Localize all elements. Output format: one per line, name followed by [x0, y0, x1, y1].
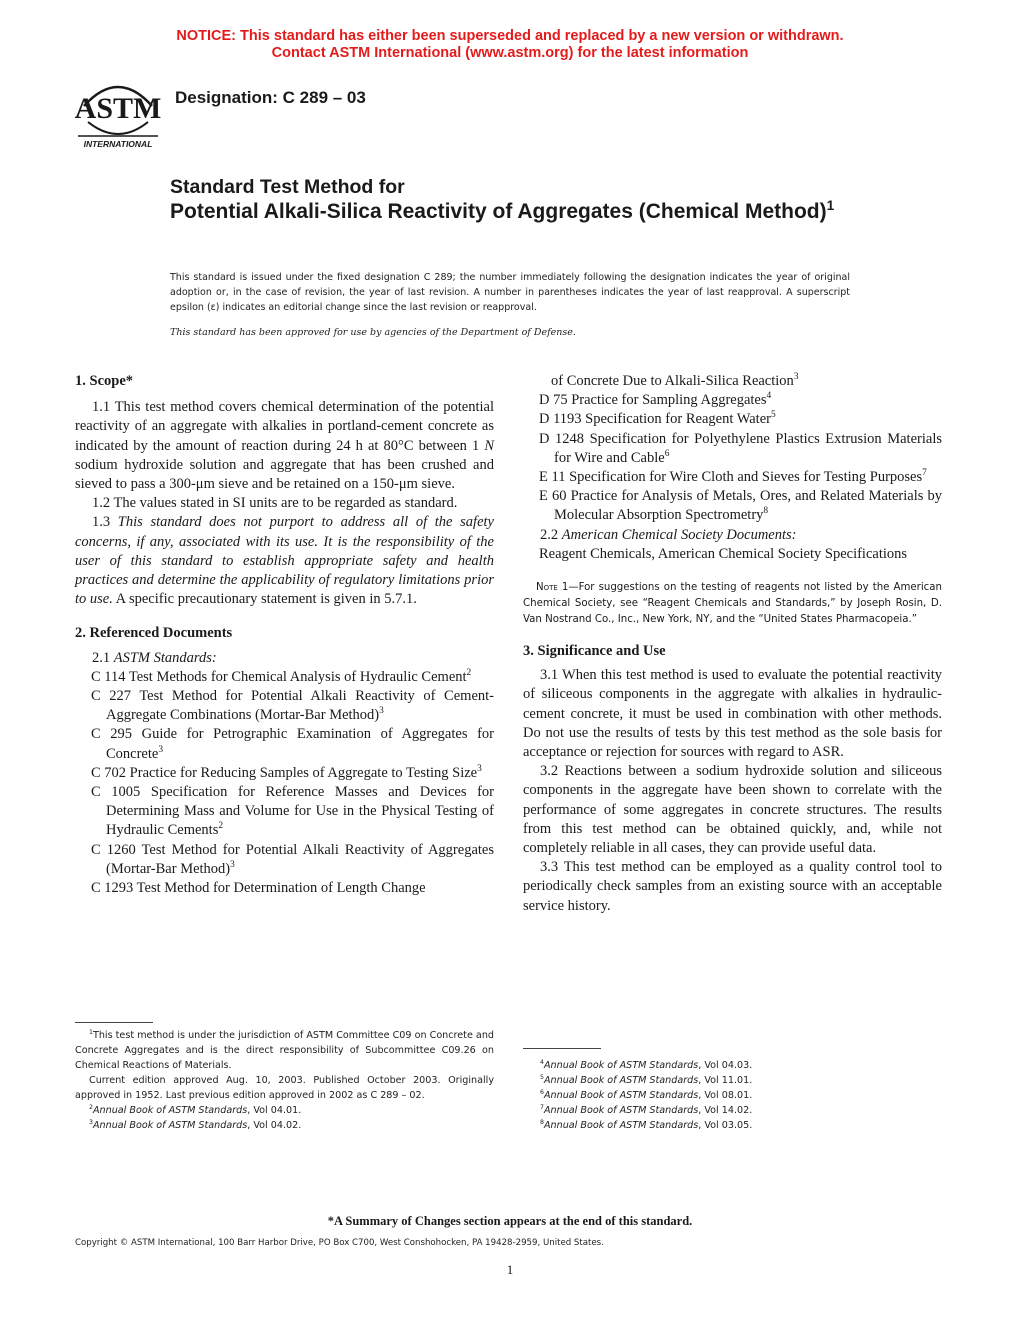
- astm-international-logo: [74, 76, 162, 154]
- footnote-ref-3: 3: [158, 744, 164, 755]
- ref-e60-text: E 60 Practice for Analysis of Metals, Ores, and Related Materials by Molecular Absorption Spectrometry: [539, 488, 942, 524]
- footnote-4-vol: , Vol 04.03.: [698, 1060, 753, 1071]
- footnote-5-vol: , Vol 11.01.: [698, 1075, 753, 1086]
- ref-d75: [539, 391, 942, 410]
- footnote-8-vol: , Vol 03.05.: [698, 1120, 753, 1131]
- footnote-2: [75, 1103, 494, 1118]
- footnote-ref-6: 6: [664, 448, 670, 459]
- sub-2-1-num: 2.1: [92, 649, 111, 666]
- ref-c114: [91, 668, 494, 687]
- copyright-line: Copyright © ASTM International, 100 Barr Harbor Drive, PO Box C700, West Conshohocken, PA 19428-2959, United States.: [75, 1238, 604, 1248]
- ref-c1293: [91, 879, 494, 898]
- footnote-8: [540, 1118, 840, 1133]
- footnote-ref-2: 2: [466, 668, 472, 679]
- footnote-1: [75, 1028, 494, 1073]
- astm-standards-subheading: [75, 649, 494, 668]
- footnote-1-edition: Current edition approved Aug. 10, 2003. Published October 2003. Originally approved in 1952. Last previous edition approved in 2002 as C 289 – 02.: [75, 1075, 494, 1101]
- footnote-1-num: 1: [89, 1028, 93, 1036]
- significance-3-1: 3.1 When this test method is used to evaluate the potential reactivity of siliceous components in the aggregate with alkalies in hydraulic-cement concrete, it must be used in combination with other methods. Do not use the results of tests by this test method as the sole basis for acceptance or rejection for sources with regard to ASR.: [523, 667, 942, 761]
- ref-c114-text: C 114 Test Methods for Chemical Analysis of Hydraulic Cement: [91, 668, 467, 685]
- sub-2-2-num: 2.2: [540, 526, 559, 543]
- footnote-6: [540, 1088, 840, 1103]
- sub-2-1-title: ASTM Standards:: [113, 649, 217, 666]
- refdocs-heading: 2. Referenced Documents: [75, 625, 233, 642]
- footnote-7: [540, 1103, 840, 1118]
- footnote-8-num: 8: [540, 1118, 544, 1126]
- ref-c1005: [91, 783, 494, 841]
- footnote-4-num: 4: [540, 1058, 544, 1066]
- footnote-2-num: 2: [89, 1103, 93, 1111]
- significance-3-2: 3.2 Reactions between a sodium hydroxide solution and siliceous components in the aggregate have been shown to correlate with the performance of some aggregates in concrete structures. The results from this test method can be obtained quickly, and, while not completely reliable in all cases, they can provide useful data.: [523, 763, 942, 857]
- scope-1-1-text-a: 1.1 This test method covers chemical determination of the potential reactivity of an aggregate with alkalies in portland-cement concrete as indicated by the amount of reaction during 24 h at 80°C between 1: [75, 399, 494, 454]
- left-column: [75, 372, 494, 898]
- ref-c227-text: C 227 Test Method for Potential Alkali Reactivity of Cement-Aggregate Combinations (Mortar-Bar Method): [91, 688, 494, 724]
- footnote-ref-2: 2: [218, 821, 224, 832]
- document-title: [170, 175, 870, 225]
- footnote-7-book: Annual Book of ASTM Standards: [543, 1105, 699, 1116]
- ref-c295-text: C 295 Guide for Petrographic Examination of Aggregates for Concrete: [91, 726, 494, 762]
- scope-1-3: [75, 513, 494, 609]
- footnote-3: [75, 1118, 494, 1133]
- ref-d75-text: D 75 Practice for Sampling Aggregates: [539, 392, 767, 409]
- note-1-text: —For suggestions on the testing of reagents not listed by the American Chemical Society, see “Reagent Chemicals and Standards,” by Joseph Rosin, D. Van Nostrand Co., Inc., New York, NY, and the “United States Pharmacopeia.”: [523, 582, 942, 626]
- footnote-8-book: Annual Book of ASTM Standards: [543, 1120, 699, 1131]
- right-column: [523, 372, 942, 916]
- normality-symbol: N: [484, 437, 494, 454]
- footnote-7-vol: , Vol 14.02.: [698, 1105, 753, 1116]
- footnote-7-num: 7: [540, 1103, 544, 1111]
- note-1: [523, 580, 942, 628]
- footnote-ref-1: 1: [826, 198, 835, 213]
- ref-c1260-text: C 1260 Test Method for Potential Alkali Reactivity of Aggregates (Mortar-Bar Method): [91, 841, 494, 877]
- footnote-divider-right: [523, 1048, 601, 1049]
- footnote-5-num: 5: [540, 1073, 544, 1081]
- ref-d1248-text: D 1248 Specification for Polyethylene Plastics Extrusion Materials for Wire and Cable: [539, 430, 942, 466]
- footnote-ref-7: 7: [922, 468, 927, 479]
- scope-1-3-tail: A specific precautionary statement is given in 5.7.1.: [112, 591, 417, 608]
- ref-d1193-text: D 1193 Specification for Reagent Water: [539, 411, 771, 428]
- notice-line-1: NOTICE: This standard has either been superseded and replaced by a new version or withdrawn.: [176, 28, 844, 44]
- footnotes-right: [540, 1058, 840, 1133]
- footnote-3-num: 3: [89, 1118, 93, 1126]
- footnote-2-vol: , Vol 04.01.: [247, 1105, 302, 1116]
- notice-line-2: Contact ASTM International (www.astm.org) for the latest information: [271, 45, 749, 61]
- acs-documents-subheading: [523, 526, 942, 545]
- ref-e11: [539, 468, 942, 487]
- ref-e60: [539, 487, 942, 525]
- ref-e11-text: E 11 Specification for Wire Cloth and Sieves for Testing Purposes: [539, 469, 923, 486]
- ref-c1293-text: C 1293 Test Method for Determination of Length Change: [91, 880, 426, 897]
- title-main: [170, 199, 870, 225]
- significance-3-3: 3.3 This test method can be employed as a quality control tool to periodically check samples from an existing source with an acceptable service history.: [523, 859, 942, 914]
- ref-c227: [91, 687, 494, 725]
- footnote-4: [540, 1058, 840, 1073]
- footnote-6-book: Annual Book of ASTM Standards: [543, 1090, 699, 1101]
- footnote-ref-3: 3: [230, 860, 235, 871]
- footnote-3-book: Annual Book of ASTM Standards: [92, 1120, 248, 1131]
- safety-statement: This standard does not purport to address all of the safety concerns, if any, associated with its use. It is the responsibility of the user of this standard to establish appropriate safety and health practices and determine the applicability of regulatory limitations prior to use.: [75, 514, 494, 608]
- ref-c1005-text: C 1005 Specification for Reference Masses and Devices for Determining Mass and Volume for Use in the Physical Testing of Hydraulic Cements: [91, 784, 494, 839]
- superseded-notice: [0, 28, 1020, 62]
- ref-c1293-cont-text: of Concrete Due to Alkali-Silica Reaction: [551, 373, 794, 389]
- footnote-ref-4: 4: [766, 391, 772, 402]
- logo-caption: INTERNATIONAL: [83, 139, 153, 149]
- footnote-ref-3: 3: [477, 764, 482, 775]
- scope-1-3-num: 1.3: [92, 514, 111, 531]
- significance-heading: 3. Significance and Use: [523, 643, 666, 660]
- ref-acs-reagent-chemicals: Reagent Chemicals, American Chemical Society Specifications: [539, 545, 908, 562]
- title-main-text: Potential Alkali-Silica Reactivity of Aggregates (Chemical Method): [170, 200, 827, 223]
- ref-c1260: [91, 841, 494, 879]
- ref-c1293-continued: [539, 372, 942, 391]
- footnote-5: [540, 1073, 840, 1088]
- ref-d1193: [539, 410, 942, 429]
- footnote-1-text: This test method is under the jurisdiction of ASTM Committee C09 on Concrete and Concrete Aggregates and is the direct responsibility of Subcommittee C09.26 on Chemical Reactions of Materials.: [75, 1030, 494, 1071]
- note-1-label: Note 1: [536, 582, 569, 594]
- footnote-2-book: Annual Book of ASTM Standards: [92, 1105, 248, 1116]
- footnotes-left: [75, 1028, 494, 1133]
- footnote-divider-left: [75, 1022, 153, 1023]
- footnote-3-vol: , Vol 04.02.: [247, 1120, 302, 1131]
- summary-of-changes-note: *A Summary of Changes section appears at the end of this standard.: [327, 1214, 693, 1228]
- footnote-5-book: Annual Book of ASTM Standards: [543, 1075, 699, 1086]
- page-number: 1: [506, 1262, 514, 1277]
- footnote-ref-3: 3: [379, 706, 384, 717]
- ref-d1248: [539, 430, 942, 468]
- footnote-6-vol: , Vol 08.01.: [698, 1090, 753, 1101]
- footnote-ref-3: 3: [793, 372, 799, 383]
- title-line-1: Standard Test Method for: [170, 176, 405, 198]
- dod-approval-note: This standard has been approved for use by agencies of the Department of Defense.: [170, 327, 576, 338]
- ref-c295: [91, 725, 494, 763]
- ref-c702: [91, 764, 494, 783]
- scope-heading: 1. Scope*: [75, 373, 133, 389]
- sub-2-2-title: American Chemical Society Documents:: [561, 526, 797, 543]
- footnote-ref-5: 5: [770, 410, 776, 421]
- scope-1-1: [75, 398, 494, 494]
- footnote-4-book: Annual Book of ASTM Standards: [543, 1060, 699, 1071]
- issue-note: This standard is issued under the fixed designation C 289; the number immediately following the designation indicates the year of original adoption or, in the case of revision, the year of last revision. A number in parentheses indicates the year of last reapproval. A superscript epsilon (ε) indicates an editorial change since the last revision or reapproval.: [170, 272, 850, 313]
- scope-1-2: 1.2 The values stated in SI units are to be regarded as standard.: [92, 495, 458, 512]
- designation: Designation: C 289 – 03: [175, 88, 366, 107]
- ref-c702-text: C 702 Practice for Reducing Samples of Aggregate to Testing Size: [91, 764, 478, 781]
- logo-letters: ASTM: [74, 92, 162, 125]
- footnote-ref-8: 8: [763, 506, 769, 517]
- footnote-6-num: 6: [540, 1088, 544, 1096]
- scope-1-1-text-b: sodium hydroxide solution and aggregate that has been crushed and sieved to pass a 300-μm sieve and be retained on a 150-μm sieve.: [75, 456, 494, 493]
